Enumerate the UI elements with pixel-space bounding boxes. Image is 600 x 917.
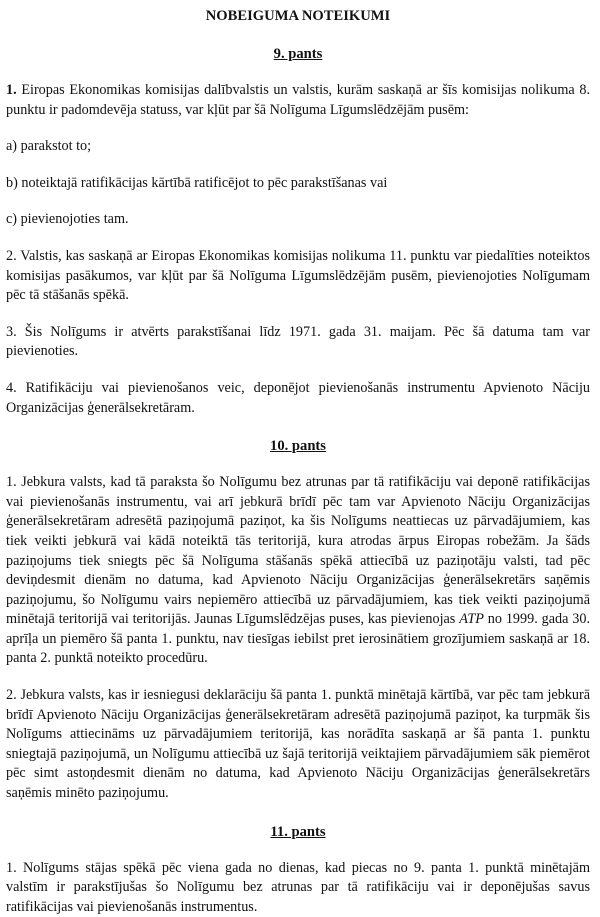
article-9-paragraph-1: [6, 81, 590, 120]
spacer: [6, 306, 590, 323]
article-9-item-a: a) parakstot to;: [6, 138, 92, 155]
article-9-paragraph-4: 4. Ratifikāciju vai pievienošanos veic, deponējot pievienošanās instrumentu Apvienoto Nāciju Organizācijas ģenerālsekretāram.: [6, 379, 590, 416]
document-title: NOBEIGUMA NOTEIKUMI: [205, 8, 391, 24]
article-9-item-b: b) noteiktajā ratifikācijas kārtībā ratificējot to pēc parakstīšanas vai: [6, 174, 388, 191]
article-11-heading: 11. pants: [270, 823, 326, 840]
spacer: [6, 362, 590, 379]
spacer: [6, 26, 590, 44]
spacer: [6, 669, 590, 686]
spacer: [6, 842, 590, 859]
article-9-item-c: c) pievienojoties tam.: [6, 211, 129, 228]
spacer: [6, 418, 590, 436]
article-10-heading: 10. pants: [270, 438, 326, 455]
spacer: [6, 804, 590, 822]
paragraph-text: 1. Jebkura valsts, kad tā paraksta šo Nolīgumu bez atrunas par tā ratifikāciju vai deponē ratifikācijas vai pievienošanās instrumentu, vai arī jebkurā brīdī pēc tam var Apvienoto Nāciju Organizācijas ģenerālsekretāram adresētā paziņojumā paziņot, ka šis Nolīgums neattiecas uz pārvadājumiem, kas tiek veikti jebkurā vai kādā noteiktā tās teritorijā, kura atrodas ārpus Eiropas robežām. Ja šāds paziņojums tiek sniegts pēc šā Nolīguma stāšanās spēkā attiecībā uz paziņotāju valsti, tad pēc deviņdesmit dienām no datuma, kad Apvienoto Nāciju Organizācijas ģenerālsekretārs saņēmis paziņojumu, šo Nolīgumu vairs nepiemēro attiecībā uz pārvadājumiem, kas tiek veikti paziņojumā minētajā teritorijā vai teritorijās. Jaunas Līgumslēdzējas puses, kas pievienojas: [6, 474, 590, 628]
spacer: [6, 456, 590, 473]
paragraph-text: no 1999. gada 30. aprīļa un piemēro šā panta 1. punktu, nav tiesīgas iebilst pret ierosinātiem grozījumiem saskaņā ar 18. panta 2. punktā noteikto procedūru.: [6, 611, 590, 667]
article-11: [6, 822, 590, 917]
spacer: [6, 157, 590, 174]
article-9-heading: 9. pants: [273, 46, 323, 62]
spacer: [6, 230, 590, 247]
article-10-paragraph-1: [6, 473, 590, 669]
spacer: [6, 193, 590, 210]
spacer: [6, 64, 590, 81]
article-10: [6, 436, 590, 822]
spacer: [6, 120, 590, 137]
paragraph-text: Eiropas Ekonomikas komisijas dalībvalstis un valstis, kurām saskaņā ar šīs komisijas nolikuma 8. punktu ir padomdevēja statuss, var kļūt par šā Nolīguma Līgumslēdzējām pusēm:: [6, 82, 590, 118]
article-9-paragraph-3: 3. Šis Nolīgums ir atvērts parakstīšanai līdz 1971. gada 31. maijam. Pēc šā datuma tam var pievienoties.: [6, 323, 590, 360]
article-9: [6, 44, 590, 436]
article-10-paragraph-2: 2. Jebkura valsts, kas ir iesniegusi deklarāciju šā panta 1. punktā minētajā kārtībā, var pēc tam jebkurā brīdī Apvienoto Nāciju Organizācijas ģenerālsekretāram adresētā paziņojumā paziņot, ka turpmāk šis Nolīgums attiecināms uz pārvadājumiem teritorijā, kas norādīta saskaņā ar šā panta 1. punktu sniegtajā paziņojumā, un Nolīgumu attiecībā uz šajā teritorijā veiktajiem pārvadājumiem sāk piemērot pēc simt astoņdesmit dienām no datuma, kad Apvienoto Nāciju Organizācijas ģenerālsekretārs saņēmis minēto paziņojumu.: [6, 687, 590, 802]
article-9-paragraph-2: 2. Valstis, kas saskaņā ar Eiropas Ekonomikas komisijas nolikuma 11. punktu var piedalīties noteiktos komisijas pasākumos, var kļūt par šā Nolīguma Līgumslēdzējām pusēm, pievienojoties Nolīgumam pēc tā stāšanās spēkā.: [6, 247, 590, 304]
article-11-paragraph-1: 1. Nolīgums stājas spēkā pēc viena gada no dienas, kad piecas no 9. panta 1. punktā minētajām valstīm ir parakstījušas šo Nolīgumu bez atrunas par tā ratifikāciju vai ir deponējušas savus ratifikācijas vai pievienošanās instrumentus.: [6, 859, 590, 915]
atp-abbreviation: ATP: [459, 611, 484, 628]
paragraph-number: 1.: [6, 82, 17, 98]
